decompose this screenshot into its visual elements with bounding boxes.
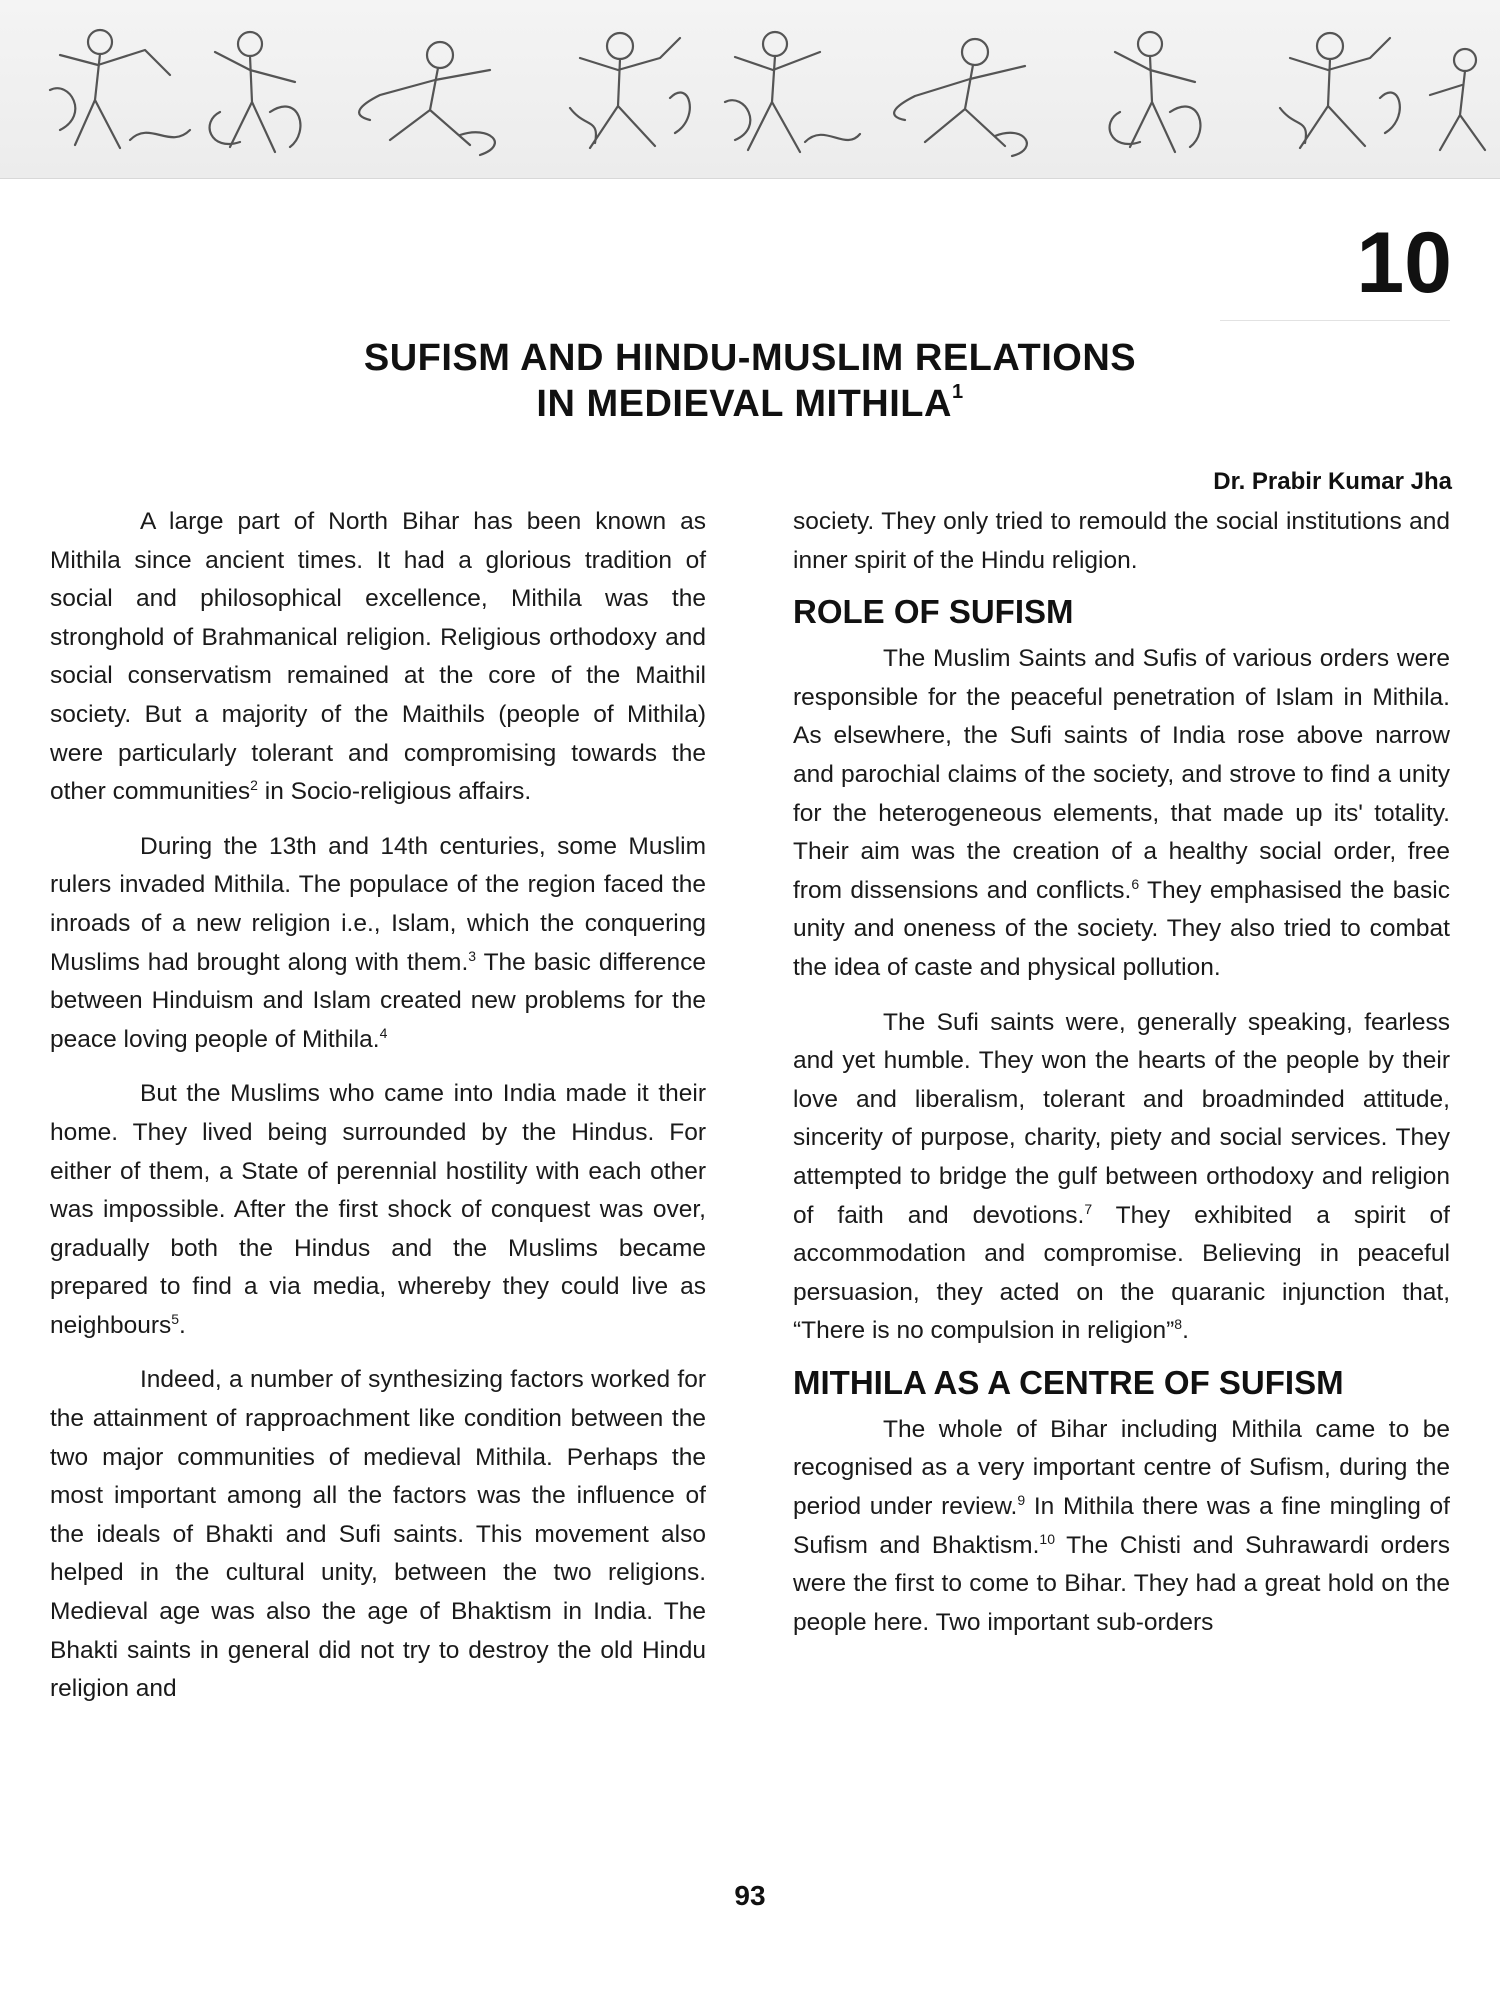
- chapter-number-rule: [1220, 320, 1450, 321]
- left-p3-text: But the Muslims who came into India made it their home. They lived being surrounded by the Hindus. For either of them, a State of perennial hostility with each other was impossible. After the first shock of conquest was over, gradually both the Hindus and the Muslims became prepared to find a via media, whereby they could live as neighbours: [50, 1080, 706, 1339]
- left-paragraph-2: [50, 828, 706, 1060]
- dancer-figure-8: [1280, 33, 1400, 148]
- chapter-number: 10: [1356, 215, 1452, 311]
- author-name: Dr. Prabir Kumar Jha: [1213, 468, 1452, 495]
- dancer-figure-3: [359, 42, 495, 155]
- dancer-figure-4: [570, 33, 690, 148]
- page-number: 93: [734, 1880, 766, 1911]
- footnote-marker: 4: [379, 1024, 388, 1041]
- footnote-marker: 3: [468, 947, 477, 964]
- right-p1-text-a: The Muslim Saints and Sufis of various orders were responsible for the peaceful penetration of Islam in Mithila. As elsewhere, the Sufi saints of India rose above narrow and parochial claims of the society, and strove to find a unity for the heterogeneous elements, that made up its' totality. Their aim was the creation of a healthy social order, free from dissensions and conflicts.: [793, 645, 1450, 904]
- left-p2-text-a: During the 13th and 14th centuries, some Muslim rulers invaded Mithila. The populace of the region faced the inroads of a new religion i.e., Islam, which the conquering Muslims had brought along with them.: [50, 832, 706, 976]
- dancer-figure-6: [894, 39, 1027, 156]
- right-p2-text-a: The Sufi saints were, generally speaking, fearless and yet humble. They won the hearts of the people by their love and liberalism, tolerant and broadminded attitude, sincerity of purpose, charity, piety and social services. They attempted to bridge the gulf between orthodoxy and religion of faith and devotions.: [793, 1008, 1450, 1229]
- section-heading-role-of-sufism: ROLE OF SUFISM: [793, 593, 1074, 631]
- right-p2-text-b: They exhibited a spirit of accommodation and compromise. Believing in peaceful persuasion, they acted on the quaranic injunction that, “There is no compulsion in religion”: [793, 1201, 1450, 1345]
- section-heading-mithila-centre-of-sufism: MITHILA AS A CENTRE OF SUFISM: [793, 1363, 1344, 1401]
- dancer-figure-5: [725, 32, 860, 152]
- chapter-title-line-2-text: IN MEDIEVAL MITHILA: [536, 383, 952, 425]
- decorative-banner: [0, 0, 1500, 179]
- left-p1-text: A large part of North Bihar has been known as Mithila since ancient times. It had a glorious tradition of social and philosophical excellence, Mithila was the stronghold of Brahmanical religion. Religious orthodoxy and social conservatism remained at the core of the Maithil society. But a majority of the Maithils (people of Mithila) were particularly tolerant and compromising towards the other communities: [50, 508, 706, 806]
- chapter-title: [200, 335, 1300, 427]
- right-paragraph-0: society. They only tried to remould the social institutions and inner spirit of the Hindu religion.: [793, 508, 1450, 574]
- footnote-marker: 7: [1084, 1200, 1093, 1217]
- dancer-figure-2: [210, 32, 301, 152]
- dancer-figure-9: [1430, 49, 1485, 150]
- right-paragraph-3: [793, 1411, 1450, 1643]
- chapter-title-line-1: SUFISM AND HINDU-MUSLIM RELATIONS: [363, 337, 1137, 379]
- dancing-figures-illustration: [0, 0, 1500, 178]
- right-paragraph-1: [793, 640, 1450, 987]
- right-p1-text-b: They emphasised the basic unity and oneness of the society. They also tried to combat the idea of caste and physical pollution.: [793, 876, 1450, 981]
- left-p2-text-b: The basic difference between Hinduism and Islam created new problems for the peace loving people of Mithila.: [50, 948, 707, 1053]
- footnote-marker: 2: [250, 777, 258, 793]
- chapter-title-line-2: [200, 381, 1300, 427]
- left-paragraph-1: [50, 503, 706, 812]
- right-p3-text-b: In Mithila there was a fine mingling of Sufism and Bhaktism.: [793, 1493, 1450, 1559]
- left-p3-end: .: [179, 1311, 186, 1339]
- right-p3-text-a: The whole of Bihar including Mithila came to be recognised as a very important centre of Sufism, during the period under review.: [793, 1415, 1450, 1521]
- left-paragraph-4: Indeed, a number of synthesizing factors worked for the attainment of rapproachment like condition between the two major communities of medieval Mithila. Perhaps the most important among all the factors was the influence of the ideals of Bhakti and Sufi saints. This movement also helped in the cultural unity, between the two religions. Medieval age was also the age of Bhaktism in India. The Bhakti saints in general did not try to destroy the old Hindu religion and: [50, 1366, 706, 1703]
- footnote-marker: 8: [1174, 1316, 1183, 1333]
- footnote-marker: 10: [1039, 1530, 1055, 1547]
- title-footnote-marker: 1: [951, 381, 964, 404]
- footnote-marker: 5: [171, 1310, 180, 1327]
- right-column: [793, 503, 1450, 1642]
- right-p3-text-c: The Chisti and Suhrawardi orders were the first to come to Bihar. They had a great hold on the people here. Two important sub-orders: [793, 1531, 1450, 1636]
- left-p1-end: in Socio-religious affairs.: [257, 778, 532, 806]
- footnote-marker: 6: [1131, 875, 1140, 892]
- left-paragraph-3: [50, 1075, 706, 1345]
- dancer-figure-7: [1110, 32, 1201, 152]
- right-p2-end: .: [1182, 1317, 1189, 1345]
- footnote-marker: 9: [1017, 1491, 1026, 1508]
- right-paragraph-2: [793, 1004, 1450, 1351]
- dancer-figure-1: [50, 30, 190, 148]
- left-column: [50, 503, 706, 1709]
